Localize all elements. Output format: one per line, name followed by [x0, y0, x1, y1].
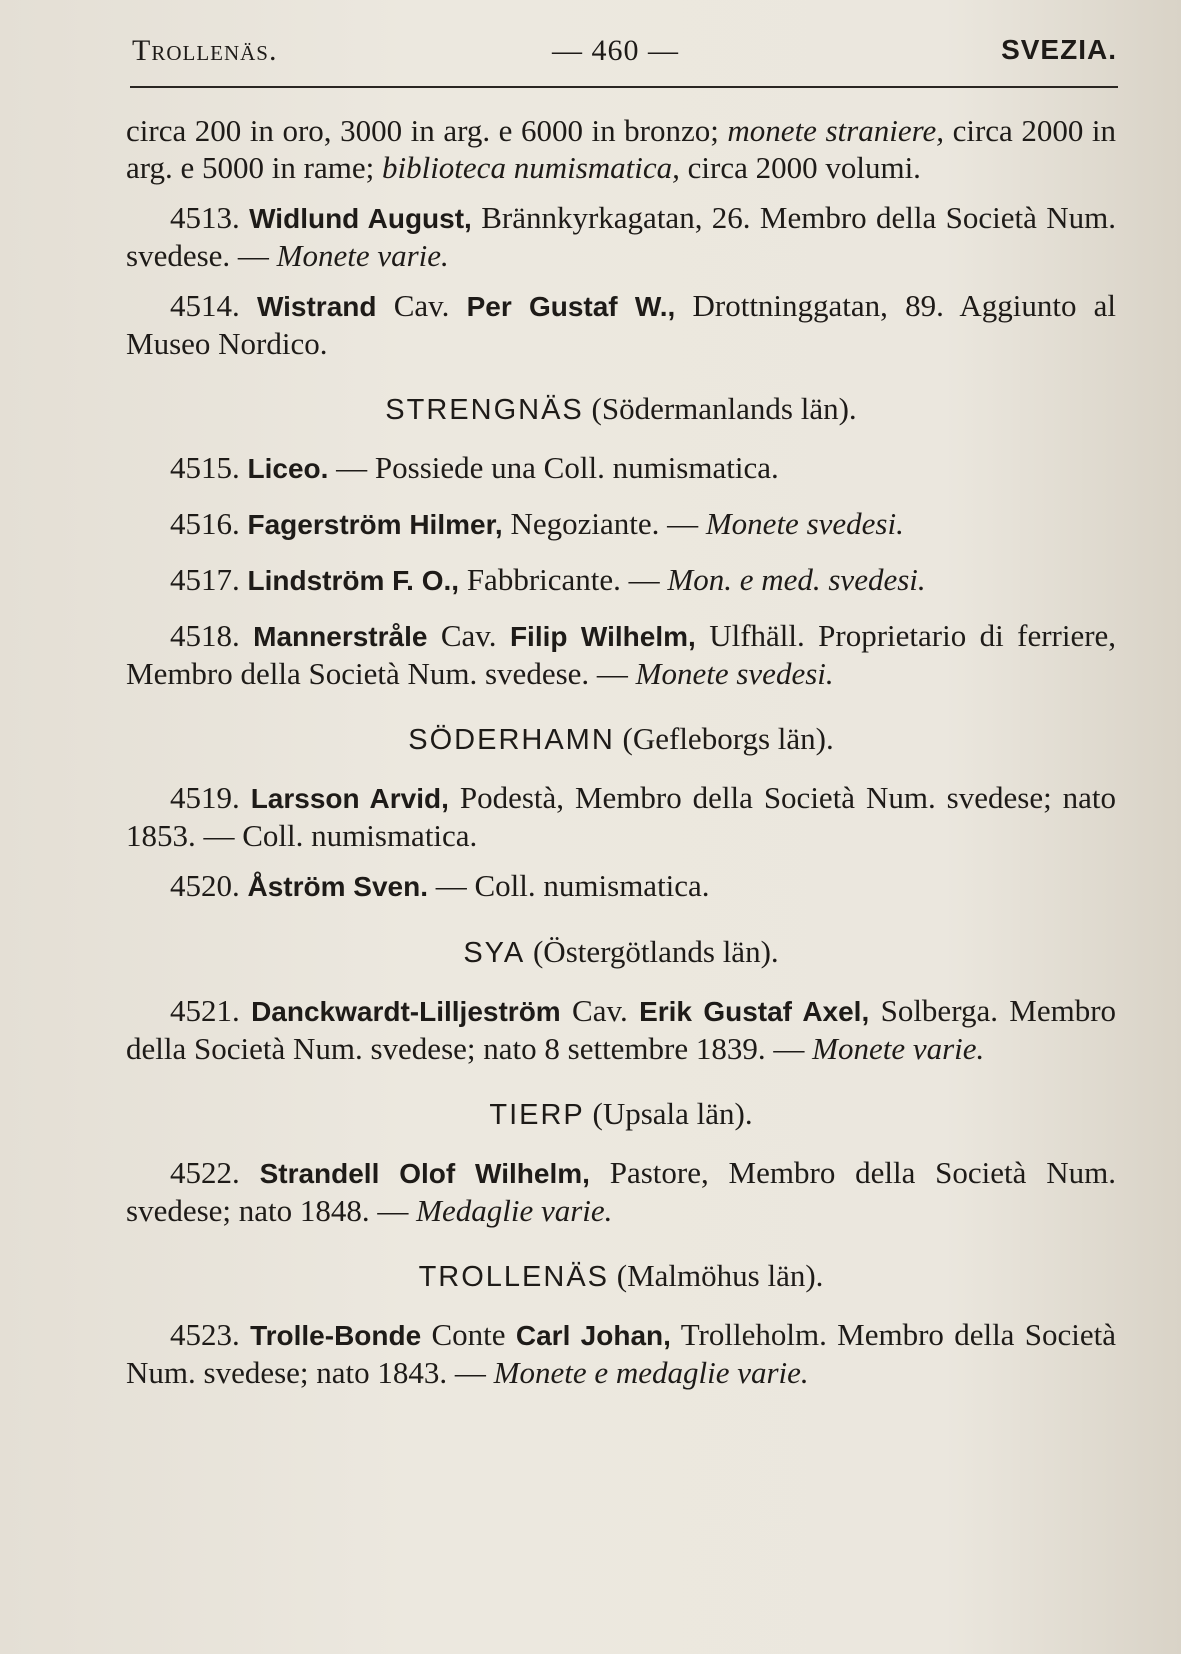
entry-name: Strandell Olof Wilhelm,: [259, 1158, 590, 1189]
entry-number: 4522.: [170, 1155, 240, 1190]
section-place: TIERP: [489, 1099, 585, 1131]
entry-4516: [126, 505, 1116, 543]
entry-number: 4523.: [170, 1317, 240, 1352]
entry-text: Trolleholm. Membro della Società Num. svedese; nato 1843. —: [126, 1317, 1116, 1390]
entry-number: 4520.: [170, 868, 240, 903]
section-region: (Upsala län).: [592, 1096, 753, 1131]
entry-text: Ulfhäll. Proprietario di ferriere, Membro della Società Num. svedese. —: [126, 618, 1117, 691]
entry-name: Erik Gustaf Axel,: [639, 996, 870, 1027]
entry-4521: [126, 992, 1116, 1067]
section-place: SYA: [463, 937, 526, 969]
entry-name: Widlund August,: [249, 203, 472, 234]
entry-name: Danckwardt-Lilljeström: [251, 996, 561, 1027]
entry-name: Wistrand: [256, 291, 377, 322]
entry-4513: [126, 199, 1116, 274]
entry-number: 4518.: [170, 618, 240, 653]
entry-4514: [126, 287, 1116, 362]
entry-italic: Medaglie varie.: [416, 1193, 613, 1228]
intro-text-1: circa 200 in oro, 3000 in arg. e 6000 in bronzo;: [126, 113, 719, 148]
entry-text: — Possiede una Coll. numismatica.: [336, 450, 779, 485]
entry-name: Filip Wilhelm,: [509, 621, 696, 652]
section-place: SÖDERHAMN: [408, 724, 615, 756]
entry-4522: [126, 1154, 1116, 1229]
entry-name: Trolle-Bonde: [250, 1320, 422, 1351]
header-right: SVEZIA.: [1001, 34, 1117, 65]
entry-4517: [126, 561, 1116, 599]
entry-title: Cav.: [393, 288, 450, 323]
entry-number: 4514.: [170, 288, 240, 323]
entry-text: Fabbricante. —: [466, 562, 660, 597]
intro-paragraph: [126, 112, 1116, 186]
entry-title: Conte: [431, 1317, 506, 1352]
entry-text: Brännkyrkagatan, 26. Membro della Società Num. svedese. —: [126, 200, 1117, 273]
entry-name: Liceo.: [247, 453, 329, 484]
entry-italic: Monete e medaglie varie.: [493, 1355, 809, 1390]
entry-4518: [126, 617, 1116, 692]
header-rule: [130, 86, 1118, 88]
section-trollenas: [126, 1257, 1116, 1296]
entry-name: Larsson Arvid,: [250, 783, 449, 814]
entry-italic: Monete varie.: [276, 238, 449, 273]
entry-name: Lindström F. O.,: [247, 565, 460, 596]
entry-name: Fagerström Hilmer,: [247, 509, 503, 540]
entry-text: Solberga. Membro della Società Num. svedese; nato 8 settembre 1839. —: [126, 993, 1117, 1066]
entry-number: 4515.: [170, 450, 240, 485]
header-left: Trollenäs.: [132, 34, 278, 67]
section-strengnas: [126, 390, 1116, 429]
entry-number: 4517.: [170, 562, 240, 597]
entry-4515: [126, 449, 1116, 487]
entry-text: — Coll. numismatica.: [435, 868, 710, 903]
running-header: [132, 34, 1117, 78]
entry-name: Mannerstråle: [253, 621, 428, 652]
entry-title: Cav.: [572, 993, 628, 1028]
entry-number: 4521.: [170, 993, 240, 1028]
entry-text: Pastore, Membro della Società Num. svedese; nato 1848. —: [126, 1155, 1116, 1228]
entry-4523: [126, 1316, 1116, 1391]
entry-italic: Monete svedesi.: [705, 506, 904, 541]
entry-italic: Monete varie.: [812, 1031, 985, 1066]
section-tierp: [126, 1095, 1116, 1134]
entry-text: Negoziante. —: [510, 506, 699, 541]
section-region: (Östergötlands län).: [532, 934, 779, 969]
section-region: (Södermanlands län).: [591, 391, 857, 426]
entry-4520: [126, 867, 1116, 905]
entry-text: Podestà, Membro della Società Num. svedese; nato 1853. — Coll. numismatica.: [126, 780, 1117, 853]
entry-name: Åström Sven.: [247, 871, 428, 902]
section-sya: [126, 933, 1116, 972]
entry-name: Per Gustaf W.,: [466, 291, 676, 322]
entry-number: 4519.: [170, 780, 240, 815]
entry-4519: [126, 779, 1116, 854]
section-region: (Malmöhus län).: [616, 1258, 824, 1293]
entry-number: 4516.: [170, 506, 240, 541]
page-number: — 460 —: [552, 34, 679, 67]
section-region: (Gefleborgs län).: [622, 721, 834, 756]
entry-title: Cav.: [440, 618, 497, 653]
entry-name: Carl Johan,: [515, 1320, 671, 1351]
entry-number: 4513.: [170, 200, 240, 235]
entry-italic: Mon. e med. svedesi.: [667, 562, 926, 597]
intro-italic-2: biblioteca numismatica,: [381, 150, 680, 185]
intro-text-3: circa 2000 volumi.: [687, 150, 921, 185]
section-place: STRENGNÄS: [385, 394, 584, 426]
intro-italic-1: monete straniere,: [727, 113, 945, 148]
intro-text-2: circa 2000 in arg. e 5000 in rame;: [126, 113, 1117, 185]
entry-text: Drottninggatan, 89. Aggiunto al Museo Nordico.: [126, 288, 1117, 361]
page-body: [126, 112, 1116, 1404]
entry-italic: Monete svedesi.: [635, 656, 834, 691]
section-soderhamn: [126, 720, 1116, 759]
section-place: TROLLENÄS: [418, 1261, 610, 1293]
